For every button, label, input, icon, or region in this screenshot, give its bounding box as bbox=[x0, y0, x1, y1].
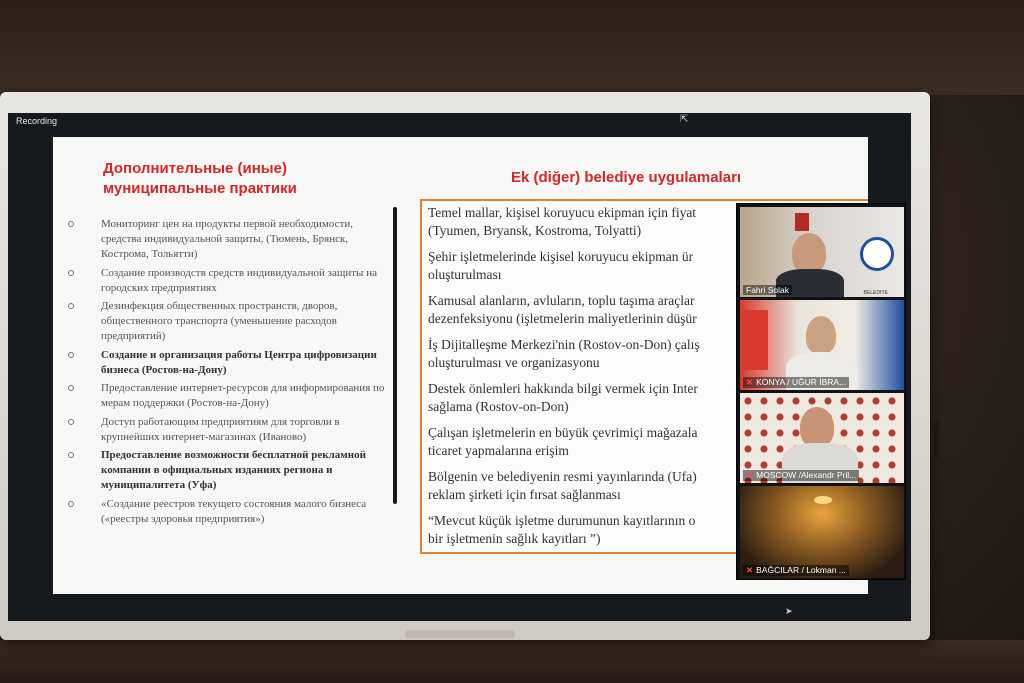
bullet-circle-icon bbox=[68, 352, 74, 358]
right-list-item: Şehir işletmelerinde kişisel koruyucu ekipman ür oluşturulması bbox=[428, 249, 694, 282]
right-list-item: Bölgenin ve belediyenin resmi yayınlarında (Ufa) reklam şirketi için fırsat sağlanması bbox=[428, 469, 697, 502]
mouse-cursor-icon: ⇱ bbox=[680, 114, 689, 125]
recording-indicator: Recording bbox=[16, 116, 58, 126]
left-list-item-text: Предоставление возможности бесплатной рекламной компании в официальных изданиях региона и муниципалитета (Уфа) bbox=[101, 449, 366, 491]
participant-name: ✕ MOSCOW /Alexandr Pril... bbox=[743, 470, 859, 481]
left-list-item bbox=[68, 217, 388, 262]
bullet-circle-icon bbox=[68, 501, 74, 507]
ceiling-lamp-icon bbox=[814, 496, 832, 504]
participant-head bbox=[800, 407, 834, 447]
participant-name: ✕ BAĞCILAR / Lokman ... bbox=[743, 565, 849, 576]
participant-tile[interactable] bbox=[740, 207, 904, 297]
tv-screen bbox=[8, 113, 911, 621]
bullet-circle-icon bbox=[68, 303, 74, 309]
participant-tile[interactable] bbox=[740, 393, 904, 483]
left-list-item-text: Доступ работающим предприятиям для торговли в крупнейших интернет-магазинах (Иваново) bbox=[101, 415, 340, 443]
bullet-circle-icon bbox=[68, 270, 74, 276]
left-practice-list bbox=[68, 217, 388, 530]
column-divider bbox=[393, 207, 397, 504]
left-list-item bbox=[68, 266, 388, 296]
right-list-item: Temel mallar, kişisel koruyucu ekipman için fiyat (Tyumen, Bryansk, Kostroma, Tolyatti) bbox=[428, 205, 697, 238]
mic-off-icon: ✕ bbox=[746, 565, 754, 575]
participant-head bbox=[806, 316, 836, 354]
turkish-flag-icon bbox=[742, 310, 768, 370]
slide-right-title: Ek (diğer) belediye uygulamaları bbox=[511, 169, 742, 186]
participant-tile[interactable] bbox=[740, 300, 904, 390]
background-floor bbox=[0, 640, 1024, 683]
mic-off-icon: ✕ bbox=[746, 470, 754, 480]
left-list-item-text: Предоставление интернет-ресурсов для информирования по мерам поддержки (Ростов-на-Дону) bbox=[101, 382, 385, 409]
right-list-item: Kamusal alanların, avluların, toplu taşıma araçlar dezenfeksiyonu (işletmelerin maliyetlerinin düşür bbox=[428, 293, 697, 326]
background-wall bbox=[0, 0, 1024, 95]
right-list-item: İş Dijitalleşme Merkezi'nin (Rostov-on-Don) çalış oluşturulması ve organizasyonu bbox=[428, 337, 700, 370]
left-list-item bbox=[68, 448, 388, 493]
left-list-item-text: Дезинфекция общественных пространств, дворов, общественного транспорта (уменьшение расходов предприятий) bbox=[101, 300, 338, 342]
participant-name: Fahri Solak bbox=[743, 285, 792, 295]
participant-tile[interactable] bbox=[740, 486, 904, 578]
bullet-circle-icon bbox=[68, 385, 74, 391]
right-list-item: “Mevcut küçük işletme durumunun kayıtlarının o bir işletmenin sağlık kayıtları ”) bbox=[428, 513, 696, 546]
logo-globe-icon bbox=[860, 237, 894, 271]
video-participants-strip bbox=[736, 203, 906, 580]
mic-off-icon: ✕ bbox=[746, 377, 754, 387]
left-list-item-text: Создание производств средств индивидуальной защиты на городских предприятиях bbox=[101, 266, 377, 294]
left-list-item bbox=[68, 415, 388, 445]
bullet-circle-icon bbox=[68, 452, 74, 458]
wall-outlet bbox=[933, 420, 939, 458]
mouse-pointer-icon: ➤ bbox=[785, 606, 793, 616]
bullet-circle-icon bbox=[68, 221, 74, 227]
participant-head bbox=[792, 233, 826, 273]
bullet-circle-icon bbox=[68, 419, 74, 425]
wall-flag-icon bbox=[795, 213, 809, 231]
left-list-item-text: Создание и организация работы Центра цифровизации бизнеса (Ростов-на-Дону) bbox=[101, 348, 377, 376]
left-list-item bbox=[68, 348, 388, 378]
logo-caption: BELEDIYE bbox=[863, 290, 888, 296]
participant-name: ✕ KONYA / UĞUR İBRA... bbox=[743, 377, 849, 388]
left-list-item bbox=[68, 497, 388, 527]
left-list-item bbox=[68, 299, 388, 344]
tv-brand-strip bbox=[405, 630, 515, 638]
right-list-item: Destek önlemleri hakkında bilgi vermek için Inter sağlama (Rostov-on-Don) bbox=[428, 381, 698, 414]
slide-left-title: Дополнительные (иные) муниципальные практики bbox=[103, 160, 297, 197]
left-list-item-text: «Создание реестров текущего состояния малого бизнеса («реестры здоровья предприятия») bbox=[101, 497, 367, 525]
left-list-item bbox=[68, 381, 388, 411]
left-list-item-text: Мониторинг цен на продукты первой необходимости, средства индивидуальной защиты, (Тюмень, Брянск, Кострома, Тольятти) bbox=[101, 218, 353, 260]
right-list-item: Çalışan işletmelerin en büyük çevrimiçi mağazala ticaret yapmalarına erişim bbox=[428, 425, 698, 458]
